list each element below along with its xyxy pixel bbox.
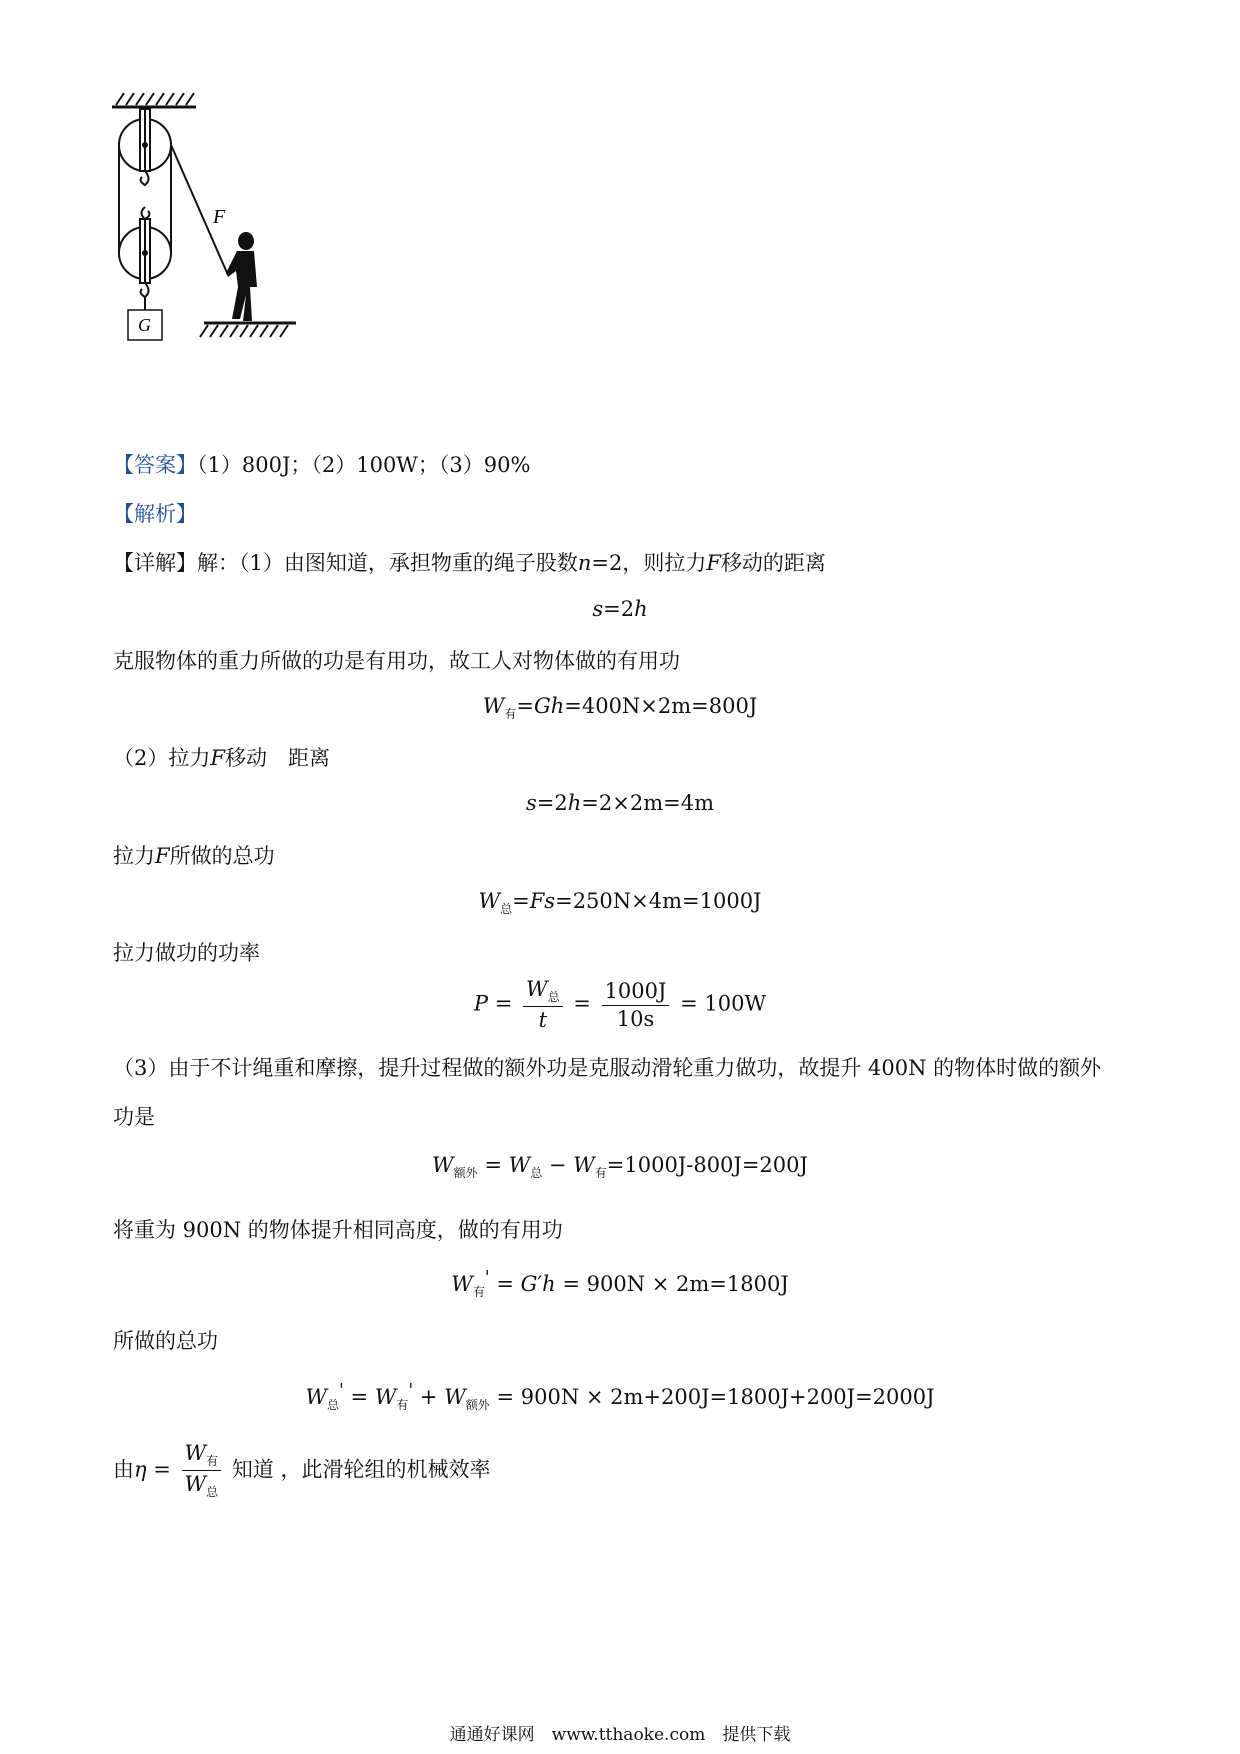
detail-text-a: 解：（1）由图知道，承担物重的绳子股数 (197, 551, 578, 575)
line-useful-work: 克服物体的重力所做的功是有用功，故工人对物体做的有用功 (113, 649, 680, 673)
line-total-work-2: 所做的总功 (113, 1329, 218, 1353)
detail-text-c: 移动的距离 (720, 551, 826, 575)
line-extra-work: （3）由于不计绳重和摩擦，提升过程做的额外功是克服动滑轮重力做功，故提升 400N 的物体时做的额外 (113, 1056, 1102, 1080)
n-var: n (577, 551, 592, 575)
line-total-work: 拉力F所做的总功 (113, 844, 275, 868)
line-extra-work-b: 功是 (113, 1105, 155, 1129)
weight-label: G (138, 315, 151, 335)
line-efficiency: 由η = $\frac{W_有}{W_总}$ 知道 ，此滑轮组的机械效率 (113, 1441, 491, 1500)
eq-power: P = $\frac{W_总}{t}$ = $\frac{1000J}{10s}$ = 100W (473, 977, 767, 1033)
line-power: 拉力做功的功率 (113, 941, 260, 965)
person-icon (226, 232, 257, 321)
eq-w-useful: $W_有=Gh=400N\times 2m=800J$ (482, 694, 758, 722)
eq-total2: $W_总' = W_有' + W_{额外} = 900N \times 2m+200J=1800J+200J=2000J$ (305, 1381, 935, 1413)
line-useful-work-2: 将重为 900N 的物体提升相同高度，做的有用功 (113, 1218, 563, 1242)
f-var: F (706, 551, 721, 575)
answer-tag: 【答案】 (113, 453, 197, 477)
eq-extra: $W_{额外} = W_总 - W_有=1000J-800J=200J$ (432, 1153, 808, 1181)
answer-line (113, 449, 530, 479)
eq-w-total: $W_总=Fs=250N\times 4m=1000J$ (478, 889, 762, 917)
pulley-diagram (100, 85, 360, 385)
force-label: F (213, 206, 226, 228)
footer: 通通好课网 www.tthaoke.com 提供下载 (449, 1725, 791, 1745)
detail-line (113, 547, 826, 577)
eq-s: s=2h (592, 597, 648, 621)
detail-tag: 【详解】 (113, 551, 197, 575)
eq-s2: s=2h=2×2m=4m (526, 791, 714, 815)
answer-text: （1）800J；（2）100W；（3）90% (197, 453, 531, 477)
analysis-tag: 【解析】 (113, 502, 197, 526)
detail-text-b: =2，则拉力 (591, 551, 707, 575)
eq-useful2: $W_有' = G'h = 900N \times 2m=1800J$ (451, 1268, 789, 1300)
line-distance: （2）拉力F移动 距离 (113, 746, 330, 770)
